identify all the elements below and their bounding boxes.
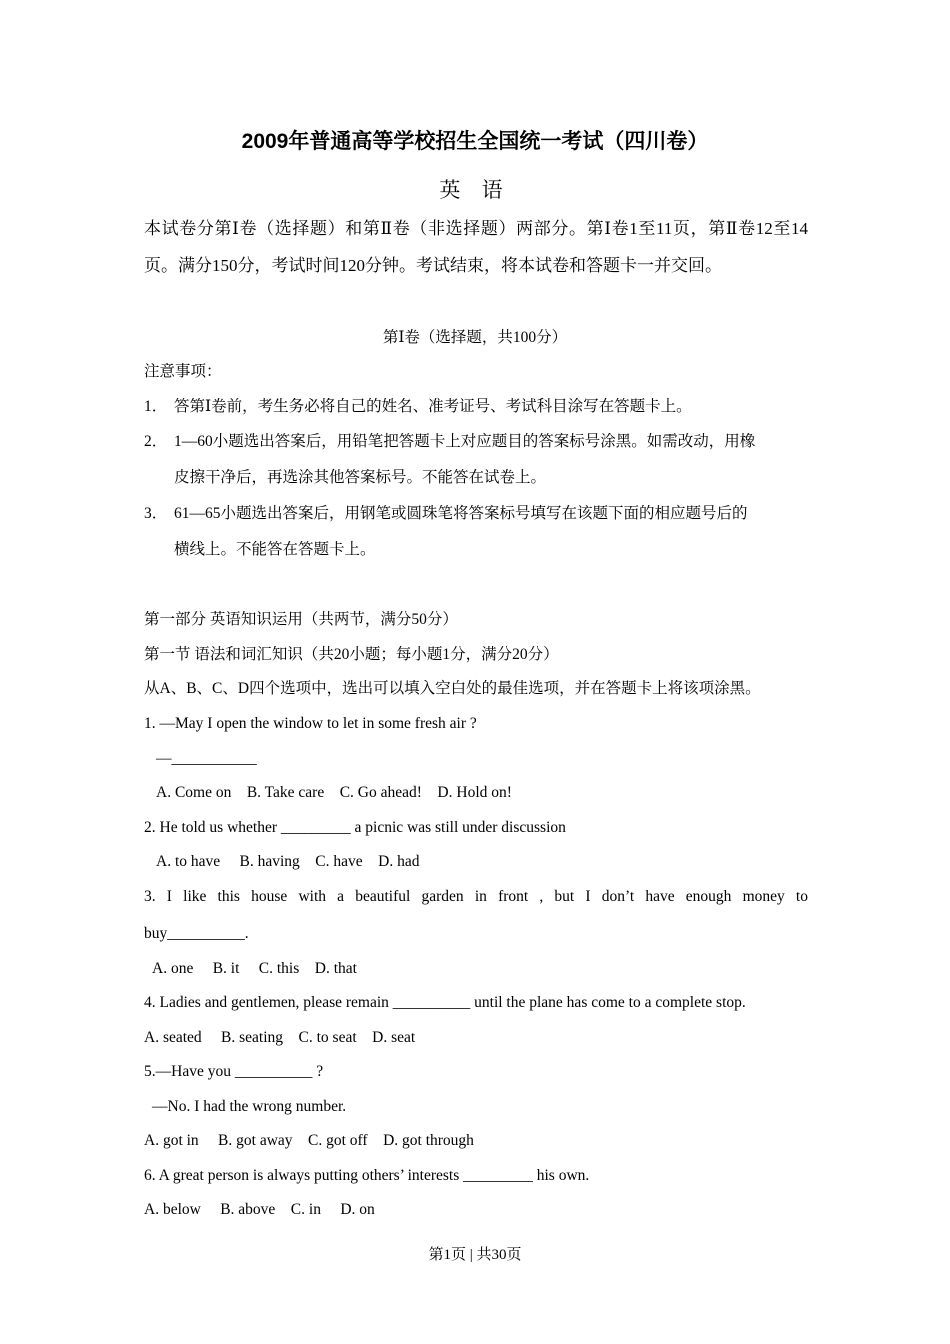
question-4: 4. Ladies and gentlemen, please remain __________ until the plane has come to a complete stop. xyxy=(144,994,746,1011)
question-4-options: A. seated B. seating C. to seat D. seat xyxy=(144,1029,416,1046)
note-item xyxy=(144,397,808,417)
question-6-options: A. below B. above C. in D. on xyxy=(144,1201,375,1218)
note-number: 3． xyxy=(144,505,168,522)
subject-heading: 英 语 xyxy=(439,178,511,202)
question-2: 2. He told us whether _________ a picnic was still under discussion xyxy=(144,819,566,836)
volume1-heading: 第Ⅰ卷（选择题，共100分） xyxy=(382,329,568,346)
note-item xyxy=(144,504,808,524)
part1-heading: 第一部分 英语知识运用（共两节，满分50分） xyxy=(144,611,458,628)
exam-intro: 本试卷分第Ⅰ卷（选择题）和第Ⅱ卷（非选择题）两部分。第Ⅰ卷1至11页，第Ⅱ卷12至14页。满分150分，考试时间120分钟。考试结束，将本试卷和答题卡一并交回。 xyxy=(144,219,808,275)
question-3-continuation: buy__________. xyxy=(144,925,249,942)
note-number: 2． xyxy=(144,433,168,450)
note-continuation: 横线上。不能答在答题卡上。 xyxy=(174,541,376,558)
section1-instruction: 从A、B、C、D四个选项中，选出可以填入空白处的最佳选项，并在答题卡上将该项涂黑。 xyxy=(144,680,761,697)
question-3: 3. I like this house with a beautiful garden in front , but I don’t have enough money to xyxy=(144,888,808,905)
note-continuation: 皮擦干净后，再选涂其他答案标号。不能答在试卷上。 xyxy=(174,469,547,486)
question-3-options: A. one B. it C. this D. that xyxy=(152,960,357,977)
note-text: 61—65小题选出答案后，用钢笔或圆珠笔将答案标号填写在该题下面的相应题号后的 xyxy=(174,505,748,522)
note-text: 答第Ⅰ卷前，考生务必将自己的姓名、准考证号、考试科目涂写在答题卡上。 xyxy=(174,398,692,415)
section1-heading: 第一节 语法和词汇知识（共20小题；每小题1分，满分20分） xyxy=(144,646,559,663)
question-5-reply: —No. I had the wrong number. xyxy=(152,1098,347,1115)
notes-title: 注意事项： xyxy=(144,363,222,380)
note-text: 1—60小题选出答案后，用铅笔把答题卡上对应题目的答案标号涂黑。如需改动，用橡 xyxy=(174,433,756,450)
note-item xyxy=(144,432,808,452)
exam-title: 2009年普通高等学校招生全国统一考试（四川卷） xyxy=(241,130,709,153)
question-2-options: A. to have B. having C. have D. had xyxy=(156,853,420,870)
page-footer: 第1页 | 共30页 xyxy=(428,1247,522,1263)
question-5-options: A. got in B. got away C. got off D. got through xyxy=(144,1132,474,1149)
question-1-reply: —___________ xyxy=(156,750,257,767)
question-1: 1. —May I open the window to let in some fresh air ? xyxy=(144,715,477,732)
note-number: 1． xyxy=(144,398,168,415)
question-5: 5.—Have you __________ ? xyxy=(144,1063,324,1080)
question-1-options: A. Come on B. Take care C. Go ahead! D. Hold on! xyxy=(156,784,512,801)
question-6: 6. A great person is always putting others’ interests _________ his own. xyxy=(144,1167,590,1184)
